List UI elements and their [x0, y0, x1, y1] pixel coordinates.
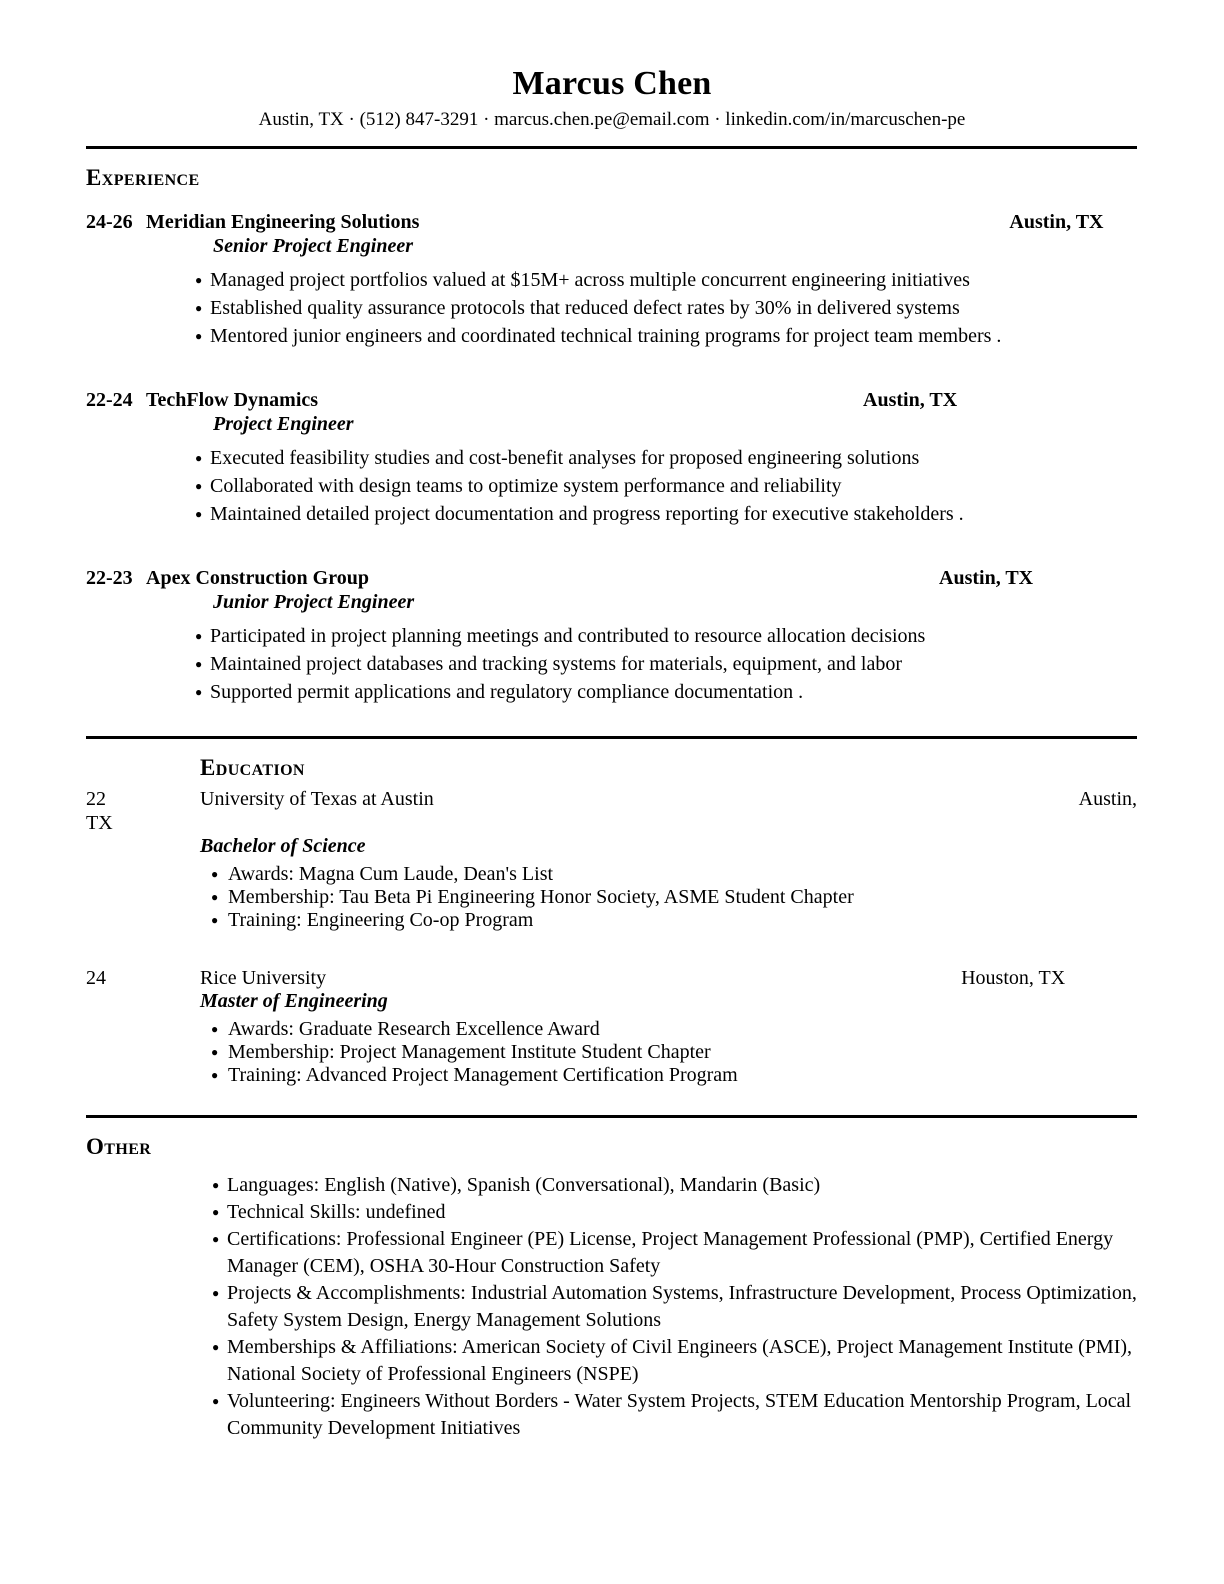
- bullet-marker: ●: [195, 507, 203, 521]
- entry-dates: 22-24: [86, 389, 133, 411]
- section-divider: [86, 736, 1137, 739]
- education-entry-header: [86, 966, 1137, 990]
- bullet-marker: ●: [195, 273, 203, 287]
- entry-company: Meridian Engineering Solutions: [146, 211, 420, 233]
- entry-company: TechFlow Dynamics: [146, 389, 319, 411]
- bullet-text: Supported permit applications and regulatory compliance documentation .: [210, 681, 804, 703]
- experience-entry-header: [86, 388, 1137, 412]
- entry-dates: 22-23: [86, 567, 133, 589]
- bullet-item: [211, 909, 1137, 932]
- other-bullet-list: [86, 1172, 1137, 1442]
- entry-location: Austin, TX: [1009, 211, 1104, 233]
- experience-heading: Experience: [86, 165, 200, 190]
- bullet-item: [211, 1041, 1137, 1064]
- bullet-text: Membership: Project Management Institute Student Chapter: [228, 1041, 711, 1063]
- bullet-text: Membership: Tau Beta Pi Engineering Honor Society, ASME Student Chapter: [228, 886, 854, 908]
- section-divider: [86, 146, 1137, 149]
- bullet-marker: ●: [195, 329, 203, 343]
- bullet-marker: ●: [195, 657, 203, 671]
- bullet-item: [195, 444, 1137, 472]
- contact-line: Austin, TX · (512) 847-3291 · marcus.chen.pe@email.com · linkedin.com/in/marcuschen-pe: [258, 109, 966, 130]
- bullet-item: [211, 1064, 1137, 1087]
- experience-entry-header: [86, 210, 1137, 234]
- degree-title: Master of Engineering: [200, 990, 388, 1012]
- bullet-text: Executed feasibility studies and cost-benefit analyses for proposed engineering solutions: [210, 447, 920, 469]
- header-spacer: [318, 405, 863, 406]
- bullet-text: Mentored junior engineers and coordinated technical training programs for project team members .: [210, 325, 1002, 347]
- bullet-marker: ●: [212, 1286, 220, 1300]
- entry-location-line1: Austin,: [1078, 788, 1137, 810]
- bullet-text: Projects & Accomplishments: Industrial Automation Systems, Infrastructure Development, Process Optimization, Safety System Design, Energy Management Solutions: [227, 1282, 1137, 1331]
- bullet-marker: ●: [212, 1178, 220, 1192]
- page-body: [86, 146, 1137, 1442]
- bullet-marker: ●: [212, 1232, 220, 1246]
- bullet-marker: ●: [211, 913, 219, 927]
- bullet-text: Participated in project planning meetings and contributed to resource allocation decisions: [210, 625, 926, 647]
- bullet-item: [195, 322, 1137, 350]
- bullet-list: [86, 863, 1137, 932]
- education-heading: Education: [200, 755, 305, 780]
- section-divider: [86, 1115, 1137, 1118]
- bullet-item: [195, 622, 1137, 650]
- header-spacer: [369, 583, 939, 584]
- experience-entry-header: [86, 566, 1137, 590]
- entry-location-line2: TX: [86, 812, 113, 834]
- bullet-marker: ●: [211, 1045, 219, 1059]
- education-entry: [86, 966, 1137, 1087]
- entry-location: Austin, TX: [863, 389, 958, 411]
- bullet-marker: ●: [212, 1394, 220, 1408]
- experience-entry: [86, 210, 1137, 350]
- bullet-item: [211, 886, 1137, 909]
- degree-title: Bachelor of Science: [200, 835, 366, 857]
- bullet-text: Maintained project databases and tracking systems for materials, equipment, and labor: [210, 653, 903, 675]
- bullet-text: Volunteering: Engineers Without Borders - Water System Projects, STEM Education Mentorship Program, Local Community Development Initiatives: [227, 1390, 1132, 1439]
- education-entry-header: [86, 787, 1137, 811]
- bullet-item: [195, 650, 1137, 678]
- entry-dates: 24-26: [86, 211, 133, 233]
- entry-dates: 22: [86, 788, 106, 810]
- entry-company: Apex Construction Group: [146, 567, 369, 589]
- bullet-text: Technical Skills: undefined: [227, 1201, 446, 1223]
- bullet-item: [212, 1334, 1137, 1388]
- school-name: University of Texas at Austin: [200, 788, 434, 810]
- bullet-marker: ●: [211, 890, 219, 904]
- bullet-marker: ●: [211, 1022, 219, 1036]
- bullet-text: Certifications: Professional Engineer (PE) License, Project Management Professional (PMP), Certified Energy Manager (CEM), OSHA 30-Hour Construction Safety: [227, 1228, 1114, 1277]
- bullet-marker: ●: [195, 451, 203, 465]
- entry-location: Austin, TX: [939, 567, 1034, 589]
- bullet-item: [212, 1226, 1137, 1280]
- education-entry: [86, 787, 1137, 932]
- bullet-item: [212, 1172, 1137, 1199]
- bullet-item: [212, 1199, 1137, 1226]
- bullet-item: [211, 1018, 1137, 1041]
- bullet-list: [86, 266, 1137, 350]
- bullet-marker: ●: [212, 1205, 220, 1219]
- bullet-item: [195, 500, 1137, 528]
- bullet-text: Training: Advanced Project Management Certification Program: [228, 1064, 738, 1086]
- header-spacer: [434, 804, 1079, 805]
- bullet-item: [195, 678, 1137, 706]
- person-name: Marcus Chen: [512, 65, 712, 102]
- experience-entry: [86, 566, 1137, 706]
- bullet-text: Languages: English (Native), Spanish (Conversational), Mandarin (Basic): [227, 1174, 821, 1196]
- entry-dates: 24: [86, 967, 106, 989]
- bullet-text: Training: Engineering Co-op Program: [228, 909, 534, 931]
- bullet-text: Awards: Magna Cum Laude, Dean's List: [228, 863, 554, 885]
- bullet-text: Established quality assurance protocols that reduced defect rates by 30% in delivered systems: [210, 297, 960, 319]
- school-name: Rice University: [200, 967, 327, 989]
- header-spacer: [326, 983, 961, 984]
- bullet-marker: ●: [195, 479, 203, 493]
- entry-job-title: Project Engineer: [213, 413, 354, 435]
- bullet-text: Managed project portfolios valued at $15M+ across multiple concurrent engineering initiatives: [210, 269, 970, 291]
- bullet-marker: ●: [211, 867, 219, 881]
- bullet-item: [195, 294, 1137, 322]
- bullet-item: [212, 1280, 1137, 1334]
- bullet-marker: ●: [195, 685, 203, 699]
- bullet-item: [212, 1388, 1137, 1442]
- bullet-text: Maintained detailed project documentation and progress reporting for executive stakeholders .: [210, 503, 964, 525]
- entry-job-title: Senior Project Engineer: [213, 235, 414, 257]
- entry-location: Houston, TX: [961, 967, 1066, 989]
- bullet-text: Collaborated with design teams to optimize system performance and reliability: [210, 475, 842, 497]
- entry-job-title: Junior Project Engineer: [213, 591, 415, 613]
- bullet-marker: ●: [212, 1340, 220, 1354]
- bullet-marker: ●: [211, 1068, 219, 1082]
- header-spacer: [419, 227, 1009, 228]
- other-heading: Other: [86, 1134, 152, 1159]
- bullet-item: [211, 863, 1137, 886]
- bullet-text: Memberships & Affiliations: American Society of Civil Engineers (ASCE), Project Management Institute (PMI), National Society of Professional Engineers (NSPE): [227, 1336, 1133, 1385]
- bullet-item: [195, 472, 1137, 500]
- experience-entry: [86, 388, 1137, 528]
- bullet-marker: ●: [195, 301, 203, 315]
- bullet-text: Awards: Graduate Research Excellence Award: [228, 1018, 600, 1040]
- bullet-list: [86, 1018, 1137, 1087]
- bullet-list: [86, 622, 1137, 706]
- bullet-item: [195, 266, 1137, 294]
- bullet-list: [86, 444, 1137, 528]
- bullet-marker: ●: [195, 629, 203, 643]
